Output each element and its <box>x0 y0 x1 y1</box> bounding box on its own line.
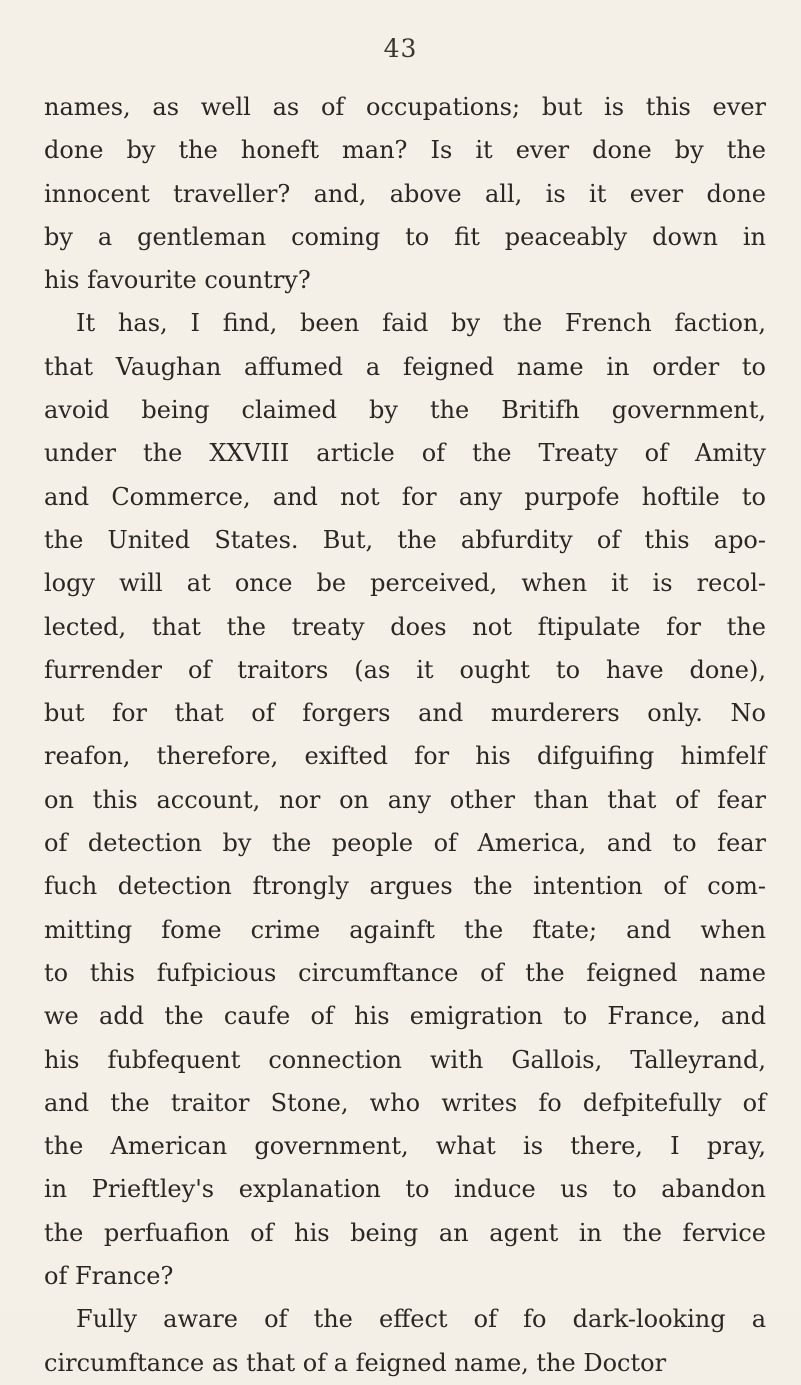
body-text <box>44 86 766 1385</box>
text-line: of France? <box>44 1262 174 1291</box>
text-line: lected, that the treaty does not ftipulate for the <box>44 612 766 641</box>
text-line: logy will at once be perceived, when it is recol- <box>44 569 766 598</box>
text-line: in Prieftley's explanation to induce us to abandon <box>44 1175 766 1204</box>
text-line: of detection by the people of America, and to fear <box>44 829 766 858</box>
text-line: but for that of forgers and murderers only. No <box>44 699 766 728</box>
text-line: and the traitor Stone, who writes fo defpitefully of <box>44 1088 766 1117</box>
text-line: innocent traveller? and, above all, is it ever done <box>44 179 766 208</box>
text-line: avoid being claimed by the Britifh government, <box>44 396 766 425</box>
text-line: we add the caufe of his emigration to France, and <box>44 1002 766 1031</box>
text-line: the American government, what is there, I pray, <box>44 1132 766 1161</box>
text-line: that Vaughan affumed a feigned name in order to <box>44 352 766 381</box>
text-line: under the XXVIII article of the Treaty of Amity <box>44 439 766 468</box>
text-line: to this fufpicious circumftance of the feigned name <box>44 958 766 987</box>
text-line: circumftance as that of a feigned name, the Doctor <box>44 1348 667 1377</box>
paragraph <box>44 86 766 302</box>
paragraph <box>44 1298 766 1385</box>
text-line: names, as well as of occupations; but is this ever <box>44 93 766 121</box>
text-line: furrender of traitors (as it ought to have done), <box>44 655 766 684</box>
paragraph <box>44 302 766 1298</box>
text-line: It has, I find, been faid by the French faction, <box>76 309 766 338</box>
text-line: the United States. But, the abfurdity of this apo- <box>44 525 766 554</box>
page-number: 43 <box>383 34 418 63</box>
text-line: his fubfequent connection with Gallois, Talleyrand, <box>44 1045 766 1074</box>
text-line: and Commerce, and not for any purpofe hoftile to <box>44 482 766 511</box>
text-line: on this account, nor on any other than that of fear <box>44 785 766 814</box>
text-line: reafon, therefore, exifted for his difguifing himfelf <box>44 742 766 771</box>
text-line: fuch detection ftrongly argues the intention of com- <box>44 872 766 901</box>
text-line: Fully aware of the effect of fo dark-looking a <box>76 1305 766 1334</box>
text-line: the perfuafion of his being an agent in the fervice <box>44 1218 766 1247</box>
text-line: mitting fome crime againft the ftate; and when <box>44 915 766 944</box>
text-line: his favourite country? <box>44 266 311 295</box>
text-line: by a gentleman coming to fit peaceably down in <box>44 222 766 251</box>
text-line: done by the honeft man? Is it ever done by the <box>44 136 766 165</box>
